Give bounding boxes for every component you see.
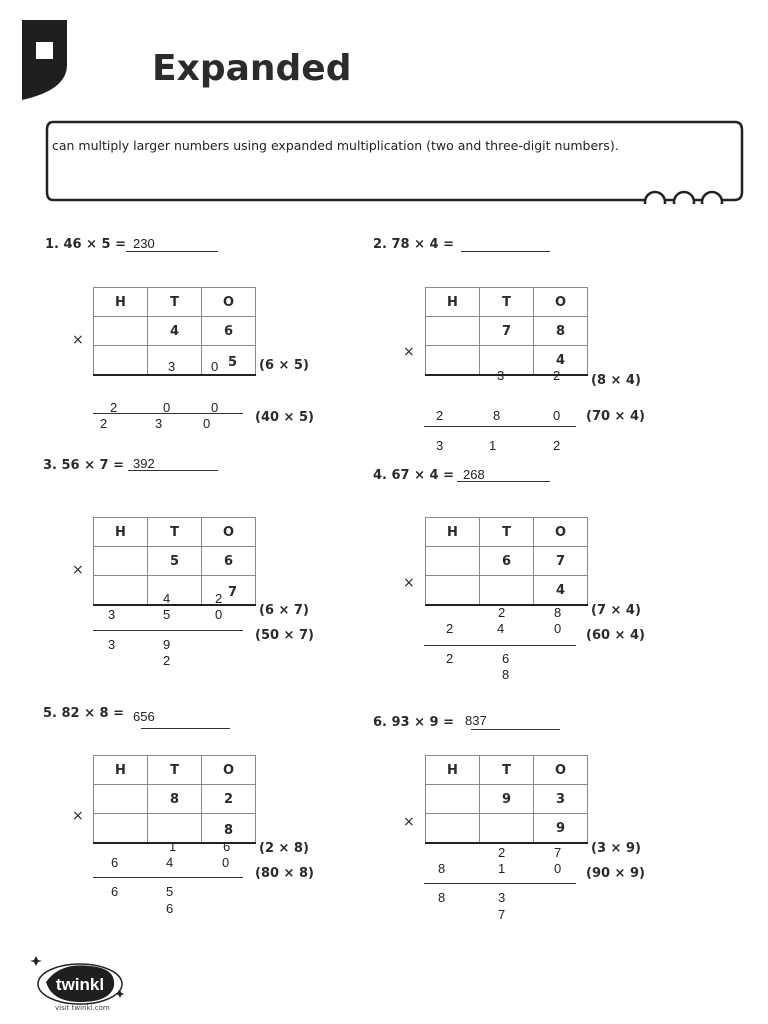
header-o: O bbox=[534, 756, 588, 785]
handwritten-digit: 2 bbox=[446, 621, 454, 636]
handwritten-digit: 7 bbox=[498, 907, 506, 922]
cell-o: 3 bbox=[534, 785, 588, 814]
cell-o: 6 bbox=[202, 317, 256, 346]
handwritten-digit: 0 bbox=[211, 400, 219, 415]
handwritten-digit: 2 bbox=[498, 605, 506, 620]
answer-line bbox=[457, 481, 550, 482]
partial-note: (2 × 8) bbox=[259, 841, 309, 856]
handwritten-digit: 2 bbox=[100, 416, 108, 431]
handwritten-digit: 3 bbox=[497, 368, 505, 383]
cell-t: 6 bbox=[480, 547, 534, 576]
cell-h bbox=[94, 576, 148, 606]
handwritten-digit: 0 bbox=[211, 359, 219, 374]
answer-field[interactable]: 656 bbox=[133, 709, 155, 724]
handwritten-digit: 7 bbox=[554, 845, 562, 860]
cell-o: 8 bbox=[534, 317, 588, 346]
handwritten-digit: 4 bbox=[163, 591, 171, 606]
handwritten-digit: 5 bbox=[163, 607, 171, 622]
partial-note: (3 × 9) bbox=[591, 841, 641, 856]
partial-note: (50 × 7) bbox=[255, 628, 314, 643]
cell-h bbox=[426, 785, 480, 814]
hto-grid bbox=[425, 755, 588, 844]
hto-grid bbox=[93, 755, 256, 844]
handwritten-digit: 4 bbox=[497, 621, 505, 636]
question-1 bbox=[45, 237, 126, 252]
handwritten-digit: 2 bbox=[498, 845, 506, 860]
times-sign: × bbox=[403, 575, 415, 591]
multiplier-digit: 8 bbox=[223, 822, 234, 838]
header-t: T bbox=[480, 518, 534, 547]
handwritten-digit: 0 bbox=[554, 861, 562, 876]
question-label: 5. 82 × 8 = bbox=[43, 706, 125, 721]
answer-line bbox=[461, 251, 550, 252]
cell-h bbox=[94, 346, 148, 376]
cell-t bbox=[148, 576, 202, 606]
partial-note: (40 × 5) bbox=[255, 410, 314, 425]
handwritten-digit: 1 bbox=[169, 839, 177, 854]
handwritten-digit: 2 bbox=[110, 400, 118, 415]
objective-text: can multiply larger numbers using expanded multiplication (two and three-digit numbers). bbox=[52, 138, 619, 153]
cell-h bbox=[426, 346, 480, 376]
question-label: 1. 46 × 5 = bbox=[45, 237, 127, 252]
handwritten-digit: 3 bbox=[436, 438, 444, 453]
header-t: T bbox=[148, 756, 202, 785]
handwritten-digit: 2 bbox=[553, 438, 561, 453]
question-label: 3. 56 × 7 = bbox=[43, 458, 125, 473]
partial-note: (70 × 4) bbox=[586, 409, 645, 424]
header-o: O bbox=[202, 756, 256, 785]
cell-t: 9 bbox=[480, 785, 534, 814]
handwritten-digit: 3 bbox=[108, 637, 116, 652]
header-o: O bbox=[534, 518, 588, 547]
handwritten-digit: 6 bbox=[111, 884, 119, 899]
hto-grid bbox=[93, 517, 256, 606]
answer-line bbox=[126, 251, 218, 252]
question-2 bbox=[373, 237, 454, 252]
sum-line bbox=[93, 630, 243, 631]
handwritten-digit: 0 bbox=[163, 400, 171, 415]
handwritten-digit: 6 bbox=[166, 901, 174, 916]
partial-note: (6 × 5) bbox=[259, 358, 309, 373]
answer-field[interactable]: 837 bbox=[465, 713, 487, 728]
header-t: T bbox=[148, 518, 202, 547]
times-sign: × bbox=[403, 814, 415, 830]
cell-o bbox=[202, 576, 256, 606]
handwritten-digit: 2 bbox=[446, 651, 454, 666]
handwritten-digit: 8 bbox=[438, 890, 446, 905]
handwritten-digit: 5 bbox=[166, 884, 174, 899]
visit-link[interactable]: visit twinkl.com bbox=[55, 1004, 110, 1012]
answer-field[interactable]: 392 bbox=[133, 456, 155, 471]
hto-grid bbox=[425, 287, 588, 376]
question-label: 2. 78 × 4 = bbox=[373, 237, 455, 252]
cell-h bbox=[426, 317, 480, 346]
handwritten-digit: 6 bbox=[502, 651, 510, 666]
header-h: H bbox=[426, 288, 480, 317]
header-t: T bbox=[148, 288, 202, 317]
partial-note: (80 × 8) bbox=[255, 866, 314, 881]
header-t: T bbox=[480, 756, 534, 785]
handwritten-digit: 2 bbox=[163, 653, 171, 668]
sum-line bbox=[93, 877, 243, 878]
cell-h bbox=[426, 547, 480, 576]
handwritten-digit: 6 bbox=[223, 839, 231, 854]
handwritten-digit: 1 bbox=[498, 861, 506, 876]
cell-h bbox=[426, 576, 480, 606]
page-title: Expanded bbox=[152, 48, 352, 89]
cell-t: 5 bbox=[148, 547, 202, 576]
question-3 bbox=[43, 458, 124, 473]
times-sign: × bbox=[72, 332, 84, 348]
header-h: H bbox=[426, 756, 480, 785]
cell-o: 4 bbox=[534, 576, 588, 606]
sum-line bbox=[424, 426, 576, 427]
header-h: H bbox=[94, 518, 148, 547]
times-sign: × bbox=[72, 562, 84, 578]
cell-o: 7 bbox=[534, 547, 588, 576]
handwritten-digit: 3 bbox=[108, 607, 116, 622]
question-label: 6. 93 × 9 = bbox=[373, 715, 455, 730]
handwritten-digit: 8 bbox=[554, 605, 562, 620]
handwritten-digit: 3 bbox=[155, 416, 163, 431]
cell-h bbox=[94, 547, 148, 576]
times-sign: × bbox=[72, 808, 84, 824]
cell-h bbox=[94, 317, 148, 346]
question-5 bbox=[43, 706, 124, 721]
handwritten-digit: 2 bbox=[215, 591, 223, 606]
partial-note: (90 × 9) bbox=[586, 866, 645, 881]
handwritten-digit: 0 bbox=[554, 621, 562, 636]
header-t: T bbox=[480, 288, 534, 317]
handwritten-digit: 8 bbox=[493, 408, 501, 423]
cell-t bbox=[480, 576, 534, 606]
header-h: H bbox=[426, 518, 480, 547]
header-o: O bbox=[202, 518, 256, 547]
cell-o bbox=[202, 346, 256, 376]
handwritten-digit: 8 bbox=[502, 667, 510, 682]
cell-h bbox=[94, 785, 148, 814]
handwritten-digit: 9 bbox=[163, 637, 171, 652]
partial-note: (6 × 7) bbox=[259, 603, 309, 618]
partial-note: (8 × 4) bbox=[591, 373, 641, 388]
handwritten-digit: 0 bbox=[553, 408, 561, 423]
question-label: 4. 67 × 4 = bbox=[373, 468, 455, 483]
cell-o: 4 bbox=[534, 346, 588, 376]
header-h: H bbox=[94, 756, 148, 785]
answer-line bbox=[141, 728, 230, 729]
cell-o: 9 bbox=[534, 814, 588, 844]
partial-note: (7 × 4) bbox=[591, 603, 641, 618]
handwritten-digit: 2 bbox=[436, 408, 444, 423]
cell-t bbox=[480, 814, 534, 844]
handwritten-digit: 2 bbox=[553, 368, 561, 383]
header-h: H bbox=[94, 288, 148, 317]
handwritten-digit: 3 bbox=[498, 890, 506, 905]
cell-t: 7 bbox=[480, 317, 534, 346]
cell-h bbox=[426, 814, 480, 844]
header-o: O bbox=[202, 288, 256, 317]
handwritten-digit: 1 bbox=[489, 438, 497, 453]
cell-t: 4 bbox=[148, 317, 202, 346]
handwritten-digit: 0 bbox=[215, 607, 223, 622]
sum-line bbox=[424, 883, 576, 884]
partial-note: (60 × 4) bbox=[586, 628, 645, 643]
cell-t bbox=[480, 346, 534, 376]
handwritten-digit: 0 bbox=[222, 855, 230, 870]
times-sign: × bbox=[403, 344, 415, 360]
handwritten-digit: 6 bbox=[111, 855, 119, 870]
handwritten-digit: 0 bbox=[203, 416, 211, 431]
handwritten-digit: 3 bbox=[168, 359, 176, 374]
sum-line bbox=[424, 645, 576, 646]
question-6 bbox=[373, 715, 454, 730]
answer-field[interactable]: 230 bbox=[133, 236, 155, 251]
header-o: O bbox=[534, 288, 588, 317]
hto-grid bbox=[425, 517, 588, 606]
multiplier-digit: 5 bbox=[227, 354, 238, 370]
handwritten-digit: 8 bbox=[438, 861, 446, 876]
question-4 bbox=[373, 468, 454, 483]
handwritten-digit: 4 bbox=[166, 855, 174, 870]
answer-line bbox=[128, 470, 218, 471]
multiplier-digit: 7 bbox=[227, 584, 238, 600]
answer-field[interactable]: 268 bbox=[463, 467, 485, 482]
cell-o: 6 bbox=[202, 547, 256, 576]
cell-o: 2 bbox=[202, 785, 256, 814]
answer-line bbox=[471, 729, 560, 730]
cell-h bbox=[94, 814, 148, 844]
objective-box bbox=[45, 120, 744, 204]
page-badge-icon bbox=[22, 20, 67, 100]
cell-t: 8 bbox=[148, 785, 202, 814]
svg-text:twinkl: twinkl bbox=[55, 975, 105, 994]
